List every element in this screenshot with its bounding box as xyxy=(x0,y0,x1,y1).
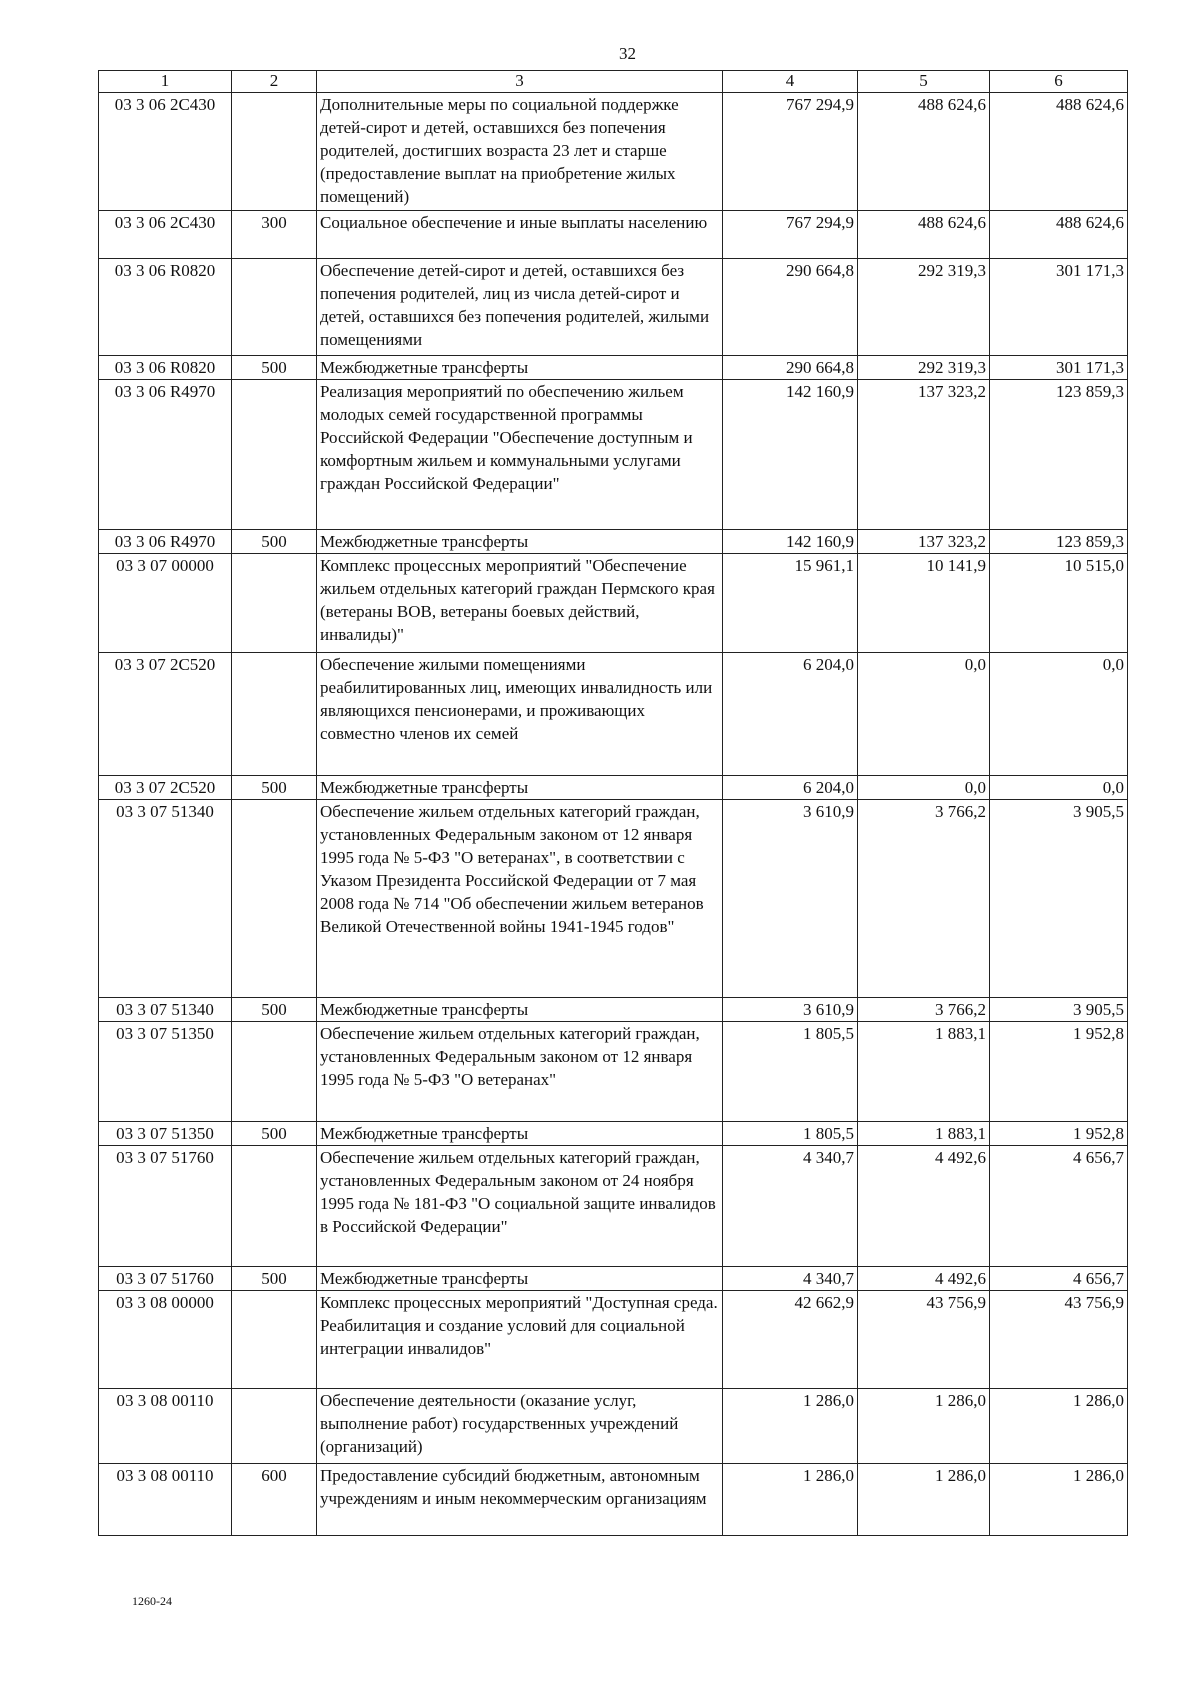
amount-col4-cell: 3 610,9 xyxy=(723,998,858,1022)
target-code-cell: 03 3 06 2C430 xyxy=(99,211,232,259)
amount-col6-cell: 301 171,3 xyxy=(990,259,1128,356)
table-row xyxy=(99,800,1128,998)
table-row xyxy=(99,776,1128,800)
amount-col6-cell: 123 859,3 xyxy=(990,530,1128,554)
expense-type-cell xyxy=(232,1389,317,1464)
expense-type-cell xyxy=(232,93,317,211)
amount-col6-cell: 1 952,8 xyxy=(990,1022,1128,1122)
description-cell: Межбюджетные трансферты xyxy=(317,776,723,800)
amount-col6-cell: 0,0 xyxy=(990,653,1128,776)
amount-col5-cell: 1 286,0 xyxy=(858,1389,990,1464)
table-row xyxy=(99,1291,1128,1389)
expense-type-cell xyxy=(232,554,317,653)
description-cell: Межбюджетные трансферты xyxy=(317,1267,723,1291)
amount-col5-cell: 137 323,2 xyxy=(858,380,990,530)
description-cell: Межбюджетные трансферты xyxy=(317,998,723,1022)
table-row xyxy=(99,259,1128,356)
amount-col6-cell: 43 756,9 xyxy=(990,1291,1128,1389)
amount-col5-cell: 3 766,2 xyxy=(858,800,990,998)
document-code: 1260-24 xyxy=(132,1594,172,1608)
amount-col5-cell: 488 624,6 xyxy=(858,93,990,211)
description-cell: Обеспечение деятельности (оказание услуг, выполнение работ) государственных учреждений (организаций) xyxy=(317,1389,723,1464)
target-code-cell: 03 3 07 51760 xyxy=(99,1146,232,1267)
expense-type-cell: 500 xyxy=(232,356,317,380)
amount-col5-cell: 1 883,1 xyxy=(858,1022,990,1122)
target-code-cell: 03 3 07 51350 xyxy=(99,1022,232,1122)
description-cell: Обеспечение жильем отдельных категорий граждан, установленных Федеральным законом от 12 января 1995 года № 5-ФЗ "О ветеранах", в соответствии с Указом Президента Российской Федерации от 7 мая 2008 года № 714 "Об обеспечении жильем ветеранов Великой Отечественной войны 1941-1945 годов" xyxy=(317,800,723,998)
amount-col5-cell: 3 766,2 xyxy=(858,998,990,1022)
header-col-6: 6 xyxy=(990,71,1128,93)
amount-col4-cell: 42 662,9 xyxy=(723,1291,858,1389)
target-code-cell: 03 3 07 51350 xyxy=(99,1122,232,1146)
table-row xyxy=(99,380,1128,530)
amount-col6-cell: 1 286,0 xyxy=(990,1389,1128,1464)
amount-col5-cell: 1 883,1 xyxy=(858,1122,990,1146)
amount-col6-cell: 301 171,3 xyxy=(990,356,1128,380)
expense-type-cell: 600 xyxy=(232,1464,317,1536)
amount-col5-cell: 4 492,6 xyxy=(858,1146,990,1267)
target-code-cell: 03 3 07 00000 xyxy=(99,554,232,653)
target-code-cell: 03 3 06 R4970 xyxy=(99,530,232,554)
table-body xyxy=(99,93,1128,1536)
description-cell: Комплекс процессных мероприятий "Обеспечение жильем отдельных категорий граждан Пермского края (ветераны ВОВ, ветераны боевых действий, инвалиды)" xyxy=(317,554,723,653)
amount-col6-cell: 1 952,8 xyxy=(990,1122,1128,1146)
table-row xyxy=(99,356,1128,380)
table-row xyxy=(99,998,1128,1022)
expense-type-cell: 500 xyxy=(232,776,317,800)
table-row xyxy=(99,1022,1128,1122)
description-cell: Межбюджетные трансферты xyxy=(317,356,723,380)
amount-col5-cell: 488 624,6 xyxy=(858,211,990,259)
amount-col4-cell: 290 664,8 xyxy=(723,259,858,356)
amount-col5-cell: 43 756,9 xyxy=(858,1291,990,1389)
amount-col5-cell: 292 319,3 xyxy=(858,356,990,380)
table-row xyxy=(99,653,1128,776)
header-col-2: 2 xyxy=(232,71,317,93)
description-cell: Обеспечение жильем отдельных категорий граждан, установленных Федеральным законом от 12 января 1995 года № 5-ФЗ "О ветеранах" xyxy=(317,1022,723,1122)
target-code-cell: 03 3 06 R0820 xyxy=(99,259,232,356)
amount-col5-cell: 137 323,2 xyxy=(858,530,990,554)
amount-col6-cell: 4 656,7 xyxy=(990,1267,1128,1291)
amount-col4-cell: 1 805,5 xyxy=(723,1022,858,1122)
amount-col5-cell: 4 492,6 xyxy=(858,1267,990,1291)
amount-col5-cell: 292 319,3 xyxy=(858,259,990,356)
amount-col4-cell: 6 204,0 xyxy=(723,653,858,776)
amount-col5-cell: 10 141,9 xyxy=(858,554,990,653)
description-cell: Межбюджетные трансферты xyxy=(317,1122,723,1146)
expense-type-cell: 500 xyxy=(232,530,317,554)
target-code-cell: 03 3 08 00110 xyxy=(99,1389,232,1464)
header-col-5: 5 xyxy=(858,71,990,93)
amount-col4-cell: 1 805,5 xyxy=(723,1122,858,1146)
expense-type-cell xyxy=(232,380,317,530)
amount-col4-cell: 4 340,7 xyxy=(723,1267,858,1291)
amount-col4-cell: 290 664,8 xyxy=(723,356,858,380)
amount-col4-cell: 767 294,9 xyxy=(723,93,858,211)
amount-col6-cell: 123 859,3 xyxy=(990,380,1128,530)
expense-type-cell: 500 xyxy=(232,1267,317,1291)
table-row xyxy=(99,1122,1128,1146)
description-cell: Комплекс процессных мероприятий "Доступная среда. Реабилитация и создание условий для социальной интеграции инвалидов" xyxy=(317,1291,723,1389)
description-cell: Дополнительные меры по социальной поддержке детей-сирот и детей, оставшихся без попечения родителей, достигших возраста 23 лет и старше (предоставление выплат на приобретение жилых помещений) xyxy=(317,93,723,211)
table-row xyxy=(99,1267,1128,1291)
target-code-cell: 03 3 07 51340 xyxy=(99,998,232,1022)
amount-col4-cell: 142 160,9 xyxy=(723,530,858,554)
expense-type-cell xyxy=(232,1291,317,1389)
target-code-cell: 03 3 08 00110 xyxy=(99,1464,232,1536)
amount-col6-cell: 488 624,6 xyxy=(990,93,1128,211)
target-code-cell: 03 3 06 R4970 xyxy=(99,380,232,530)
amount-col6-cell: 3 905,5 xyxy=(990,998,1128,1022)
description-cell: Обеспечение жилыми помещениями реабилитированных лиц, имеющих инвалидность или являющихся пенсионерами, и проживающих совместно членов их семей xyxy=(317,653,723,776)
amount-col6-cell: 4 656,7 xyxy=(990,1146,1128,1267)
amount-col4-cell: 1 286,0 xyxy=(723,1464,858,1536)
table-row xyxy=(99,530,1128,554)
page-number: 32 xyxy=(619,44,636,63)
table-row xyxy=(99,211,1128,259)
description-cell: Обеспечение жильем отдельных категорий граждан, установленных Федеральным законом от 24 ноября 1995 года № 181-ФЗ "О социальной защите инвалидов в Российской Федерации" xyxy=(317,1146,723,1267)
target-code-cell: 03 3 07 51340 xyxy=(99,800,232,998)
description-cell: Обеспечение детей-сирот и детей, оставшихся без попечения родителей, лиц из числа детей-сирот и детей, оставшихся без попечения родителей, жилыми помещениями xyxy=(317,259,723,356)
target-code-cell: 03 3 08 00000 xyxy=(99,1291,232,1389)
amount-col4-cell: 142 160,9 xyxy=(723,380,858,530)
target-code-cell: 03 3 07 2C520 xyxy=(99,776,232,800)
expense-type-cell xyxy=(232,1022,317,1122)
amount-col5-cell: 0,0 xyxy=(858,776,990,800)
description-cell: Социальное обеспечение и иные выплаты населению xyxy=(317,211,723,259)
description-cell: Реализация мероприятий по обеспечению жильем молодых семей государственной программы Российской Федерации "Обеспечение доступным и комфортным жильем и коммунальными услугами граждан Российской Федерации" xyxy=(317,380,723,530)
budget-table xyxy=(98,70,1128,1536)
amount-col4-cell: 1 286,0 xyxy=(723,1389,858,1464)
amount-col6-cell: 1 286,0 xyxy=(990,1464,1128,1536)
expense-type-cell: 500 xyxy=(232,998,317,1022)
table-row xyxy=(99,1146,1128,1267)
table-row xyxy=(99,93,1128,211)
amount-col5-cell: 1 286,0 xyxy=(858,1464,990,1536)
amount-col6-cell: 10 515,0 xyxy=(990,554,1128,653)
amount-col4-cell: 6 204,0 xyxy=(723,776,858,800)
expense-type-cell xyxy=(232,653,317,776)
amount-col4-cell: 4 340,7 xyxy=(723,1146,858,1267)
header-col-4: 4 xyxy=(723,71,858,93)
target-code-cell: 03 3 06 R0820 xyxy=(99,356,232,380)
header-row xyxy=(99,71,1128,93)
expense-type-cell xyxy=(232,259,317,356)
amount-col6-cell: 488 624,6 xyxy=(990,211,1128,259)
header-col-1: 1 xyxy=(99,71,232,93)
amount-col4-cell: 3 610,9 xyxy=(723,800,858,998)
amount-col6-cell: 3 905,5 xyxy=(990,800,1128,998)
amount-col4-cell: 15 961,1 xyxy=(723,554,858,653)
target-code-cell: 03 3 07 51760 xyxy=(99,1267,232,1291)
expense-type-cell xyxy=(232,1146,317,1267)
table-row xyxy=(99,1389,1128,1464)
expense-type-cell: 500 xyxy=(232,1122,317,1146)
table-header xyxy=(99,71,1128,93)
target-code-cell: 03 3 06 2C430 xyxy=(99,93,232,211)
amount-col4-cell: 767 294,9 xyxy=(723,211,858,259)
amount-col5-cell: 0,0 xyxy=(858,653,990,776)
target-code-cell: 03 3 07 2C520 xyxy=(99,653,232,776)
table-row xyxy=(99,554,1128,653)
table-row xyxy=(99,1464,1128,1536)
expense-type-cell xyxy=(232,800,317,998)
header-col-3: 3 xyxy=(317,71,723,93)
description-cell: Предоставление субсидий бюджетным, автономным учреждениям и иным некоммерческим организациям xyxy=(317,1464,723,1536)
expense-type-cell: 300 xyxy=(232,211,317,259)
description-cell: Межбюджетные трансферты xyxy=(317,530,723,554)
amount-col6-cell: 0,0 xyxy=(990,776,1128,800)
